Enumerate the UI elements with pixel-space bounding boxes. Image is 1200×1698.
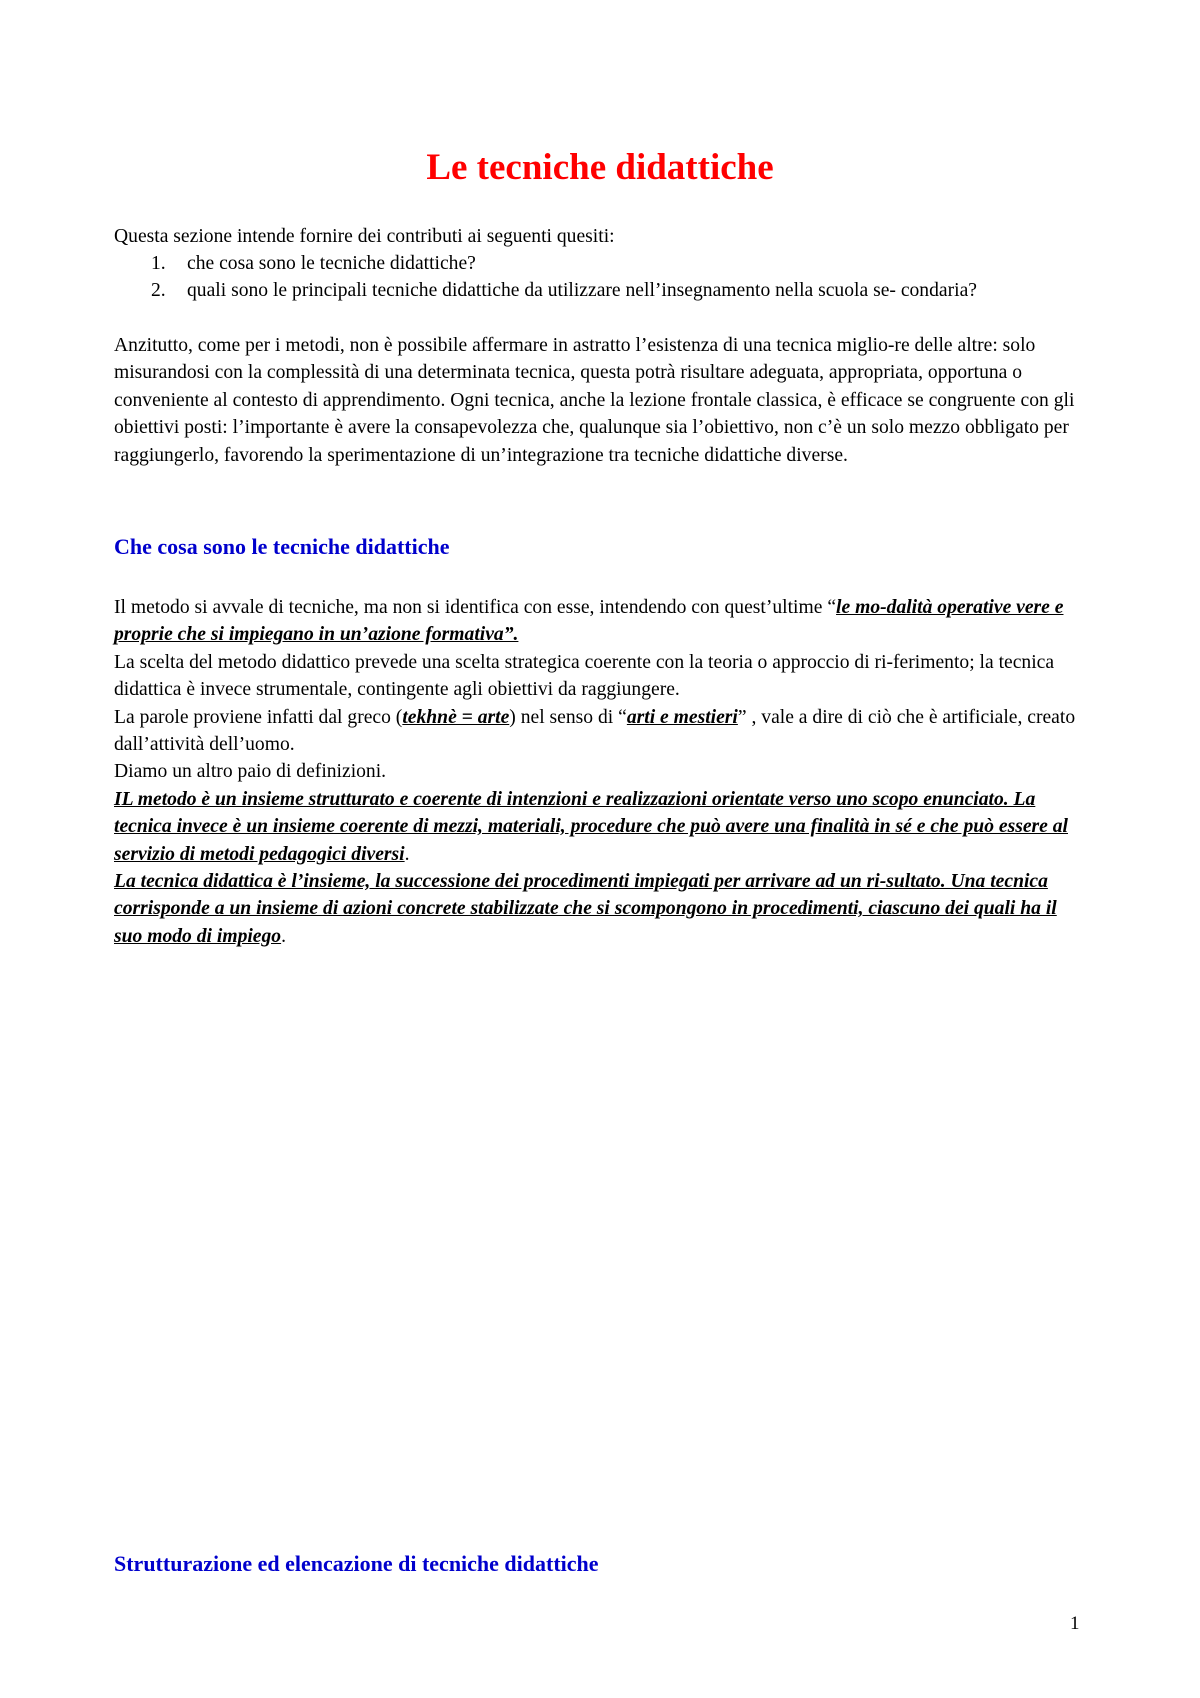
list-item — [114, 277, 1086, 304]
emphasis-tekhne: tekhnè = arte — [402, 706, 510, 728]
section-body-what-are — [114, 594, 1086, 950]
list-item — [114, 250, 1086, 277]
emphasis-definition: le mo-dalità operative vere e proprie che si impiegano in un’azione formativa”. — [114, 597, 1064, 646]
emphasis-definition-technique: La tecnica didattica è l’insieme, la successione dei procedimenti impiegati per arrivare ad un ri-sultato. Una tecnica corrisponde a un insieme di azioni concrete stabilizzate che si scompongono in procedimenti, ciascuno dei quali ha il suo modo di impiego — [114, 871, 1057, 947]
intro-text: Questa sezione intende fornire dei contributi ai seguenti quesiti: — [114, 226, 615, 247]
page-number: 1 — [1070, 1613, 1080, 1634]
list-item-number: 1. — [151, 253, 166, 274]
paragraph-intro-methods: Anzitutto, come per i metodi, non è possibile affermare in astratto l’esistenza di una tecnica miglio-re delle altre: solo misurandosi con la complessità di una determinata tecnica, questa potrà risultare adeguata, appropriata, opportuna o conveniente al contesto di apprendimento. Ogni tecnica, anche la lezione frontale classica, è efficace se congruente con gli obiettivi posti: l’importante è avere la consapevolezza che, qualunque sia l’obiettivo, non c’è un solo mezzo obbligato per raggiungerlo, favorendo la sperimentazione di un’integrazione tra tecniche didattiche diverse. — [114, 335, 1075, 466]
paragraph-definitions-intro: Diamo un altro paio di definizioni. — [114, 761, 387, 783]
text-run: La parole proviene infatti dal greco ( — [114, 706, 403, 728]
text-run: . — [404, 843, 410, 865]
paragraph-definition-technique — [114, 868, 1086, 950]
list-item-text: quali sono le principali tecniche didattiche da utilizzare nell’insegnamento nella scuola se- condaria? — [187, 280, 977, 302]
text-run: ) nel senso di “ — [509, 706, 627, 728]
questions-list — [114, 250, 1086, 305]
text-run: ” , vale a dire di ciò che è artificiale, creato dall’attività dell’uomo. — [114, 706, 1076, 756]
list-item-number: 2. — [151, 280, 166, 302]
page-title: Le tecniche didattiche — [426, 147, 774, 188]
emphasis-definition-method: IL metodo è un insieme strutturato e coerente di intenzioni e realizzazioni orientate verso uno scopo enunciato. La tecnica invece è un insieme coerente di mezzi, materiali, procedure che può avere una finalità in sé e che può essere al servizio di metodi pedagogici diversi — [114, 788, 1068, 865]
paragraph-definition-method — [114, 786, 1086, 868]
text-run: . — [281, 925, 287, 947]
section-heading-what-are: Che cosa sono le tecniche didattiche — [114, 534, 450, 559]
paragraph-method-techniques — [114, 594, 1086, 649]
section-heading-structuring: Strutturazione ed elencazione di tecniche didattiche — [114, 1551, 599, 1576]
text-run: Il metodo si avvale di tecniche, ma non si identifica con esse, intendendo con quest’ultime “ — [114, 597, 837, 618]
paragraph-method-choice: La scelta del metodo didattico prevede una scelta strategica coerente con la teoria o approccio di ri-ferimento; la tecnica didattica è invece strumentale, contingente agli obiettivi da raggiungere. — [114, 651, 1055, 701]
list-item-text: che cosa sono le tecniche didattiche? — [187, 253, 476, 274]
emphasis-arts: arti e mestieri — [626, 706, 738, 728]
paragraph-etymology — [114, 704, 1086, 759]
